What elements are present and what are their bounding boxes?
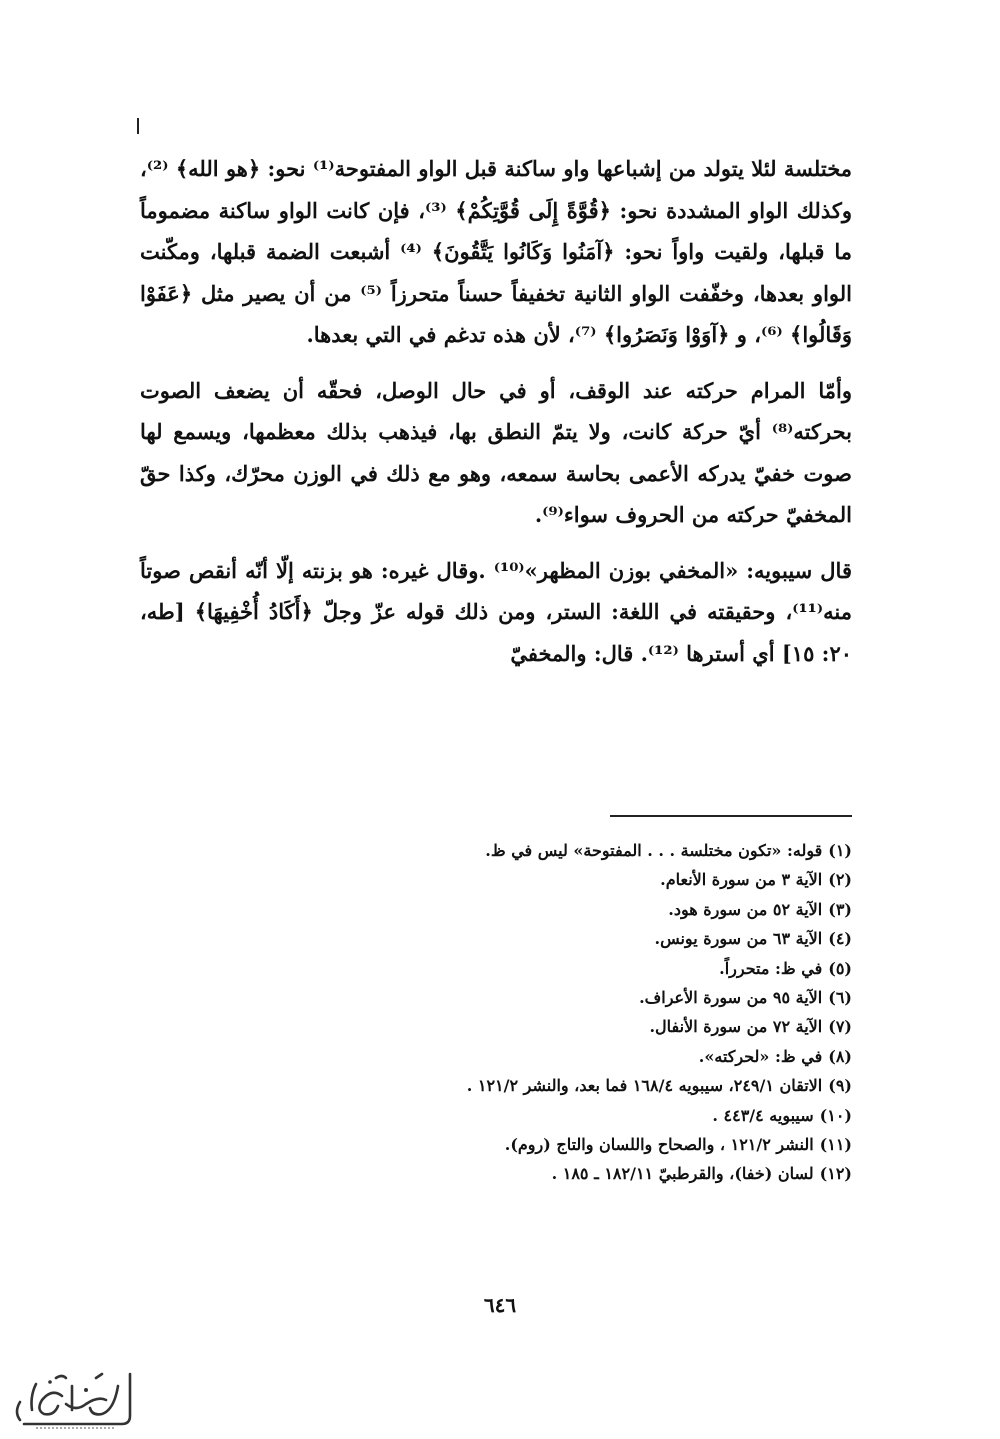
- footnote-number: (١): [828, 841, 852, 860]
- page-number: ٦٤٦: [483, 1293, 517, 1317]
- footnote-text: في ظ: «لحركته».: [698, 1046, 823, 1066]
- footnote-text: قوله: «تكون مختلسة . . . المفتوحة» ليس في ظ.: [485, 841, 823, 860]
- footnote-text: سيبويه ٤٤٣/٤ .: [712, 1105, 814, 1125]
- margin-mark: [137, 118, 139, 134]
- paragraph-1: مختلسة لئلا يتولد من إشباعها واو ساكنة قبل الواو المفتوحة⁽¹⁾ نحو: ﴿هو الله﴾ ⁽²⁾، وكذلك الواو المشددة نحو: ﴿قُوَّةً إِلَى قُوَّتِكُمْ﴾ ⁽³⁾، فإن كانت الواو ساكنة مضموماً ما قبلها، ولقيت واواً نحو: ﴿آمَنُوا وَكَانُوا يَتَّقُونَ﴾ ⁽⁴⁾ أشبعت الضمة قبلها، ومكّنت الواو بعدها، وخفّفت الواو الثانية تخفيفاً حسناً متحرزاً ⁽⁵⁾ من أن يصير مثل ﴿عَفَوْا وَقَالُوا﴾ ⁽⁶⁾، و ﴿آوَوْا وَنَصَرُوا﴾ ⁽⁷⁾، لأن هذه تدغم في التي بعدها.: [140, 156, 852, 347]
- footnote: [300, 1130, 852, 1159]
- footnote: [300, 924, 852, 953]
- footnote-number: (٣): [828, 899, 852, 919]
- footnote-divider: [610, 815, 852, 817]
- footnote: [300, 836, 852, 865]
- footnote-number: (٨): [828, 1046, 852, 1066]
- footnote: [300, 954, 852, 983]
- footnote-number: (١١): [819, 1135, 852, 1155]
- footnote-number: (١٠): [819, 1105, 852, 1125]
- footnotes: [300, 836, 852, 1189]
- footnote: [300, 1101, 852, 1130]
- footnote-number: (١٢): [819, 1164, 852, 1184]
- footnote: [300, 1071, 852, 1100]
- footnote: [300, 895, 852, 924]
- footnote-number: (٤): [828, 929, 852, 949]
- footnote-text: الآية ٩٥ من سورة الأعراف.: [639, 988, 823, 1008]
- footnote-number: (٦): [828, 988, 852, 1008]
- footnote-number: (٧): [828, 1017, 852, 1037]
- footnote-text: الآية ٣ من سورة الأنعام.: [660, 870, 823, 890]
- paragraph-3: قال سيبويه: «المخفي بوزن المظهر»⁽¹⁰⁾ .وقال غيره: هو بزنته إلّا أنّه أنقص صوتاً منه⁽¹¹⁾، وحقيقته في اللغة: الستر، ومن ذلك قوله عزّ وجلّ ﴿أَكَادُ أُخْفِيهَا﴾ [طه، ٢٠: ١٥] أي أسترها ⁽¹²⁾. قال: والمخفيّ: [140, 557, 852, 666]
- main-text: [140, 148, 852, 674]
- footnote-text: الآية ٧٢ من سورة الأنفال.: [649, 1017, 823, 1037]
- footnote-text: في ظ: متحرراً.: [719, 958, 823, 978]
- footnote: [300, 865, 852, 894]
- calligraphy-logo: [6, 1366, 138, 1432]
- footnote: [300, 983, 852, 1012]
- footnote-number: (٩): [828, 1076, 852, 1096]
- footnote-number: (٥): [828, 958, 852, 978]
- footnote-text: لسان (خفا)، والقرطبيّ ١٨٢/١١ ـ ١٨٥ .: [551, 1164, 814, 1184]
- footnote: [300, 1012, 852, 1041]
- footnote-text: الآية ٦٣ من سورة يونس.: [654, 929, 823, 949]
- footnote-text: النشر ١٢١/٢ ، والصحاح واللسان والتاج (روم).: [504, 1135, 814, 1155]
- footnote-number: (٢): [828, 870, 852, 890]
- footnote: [300, 1042, 852, 1071]
- footnote-text: الاتقان ٢٤٩/١، سيبويه ١٦٨/٤ فما بعد، والنشر ١٢١/٢ .: [466, 1076, 823, 1096]
- footnote: [300, 1159, 852, 1188]
- footnote-text: الآية ٥٢ من سورة هود.: [668, 899, 823, 919]
- paragraph-2: وأمّا المرام حركته عند الوقف، أو في حال الوصل، فحقّه أن يضعف الصوت بحركته⁽⁸⁾ أيّ حركة كانت، ولا يتمّ النطق بها، فيذهب بذلك معظمها، ويسمع لها صوت خفيّ يدركه الأعمى بحاسة سمعه، وهو مع ذلك في الوزن محرّك، وكذا حقّ المخفيّ حركته من الحروف سواء⁽⁹⁾.: [140, 377, 852, 527]
